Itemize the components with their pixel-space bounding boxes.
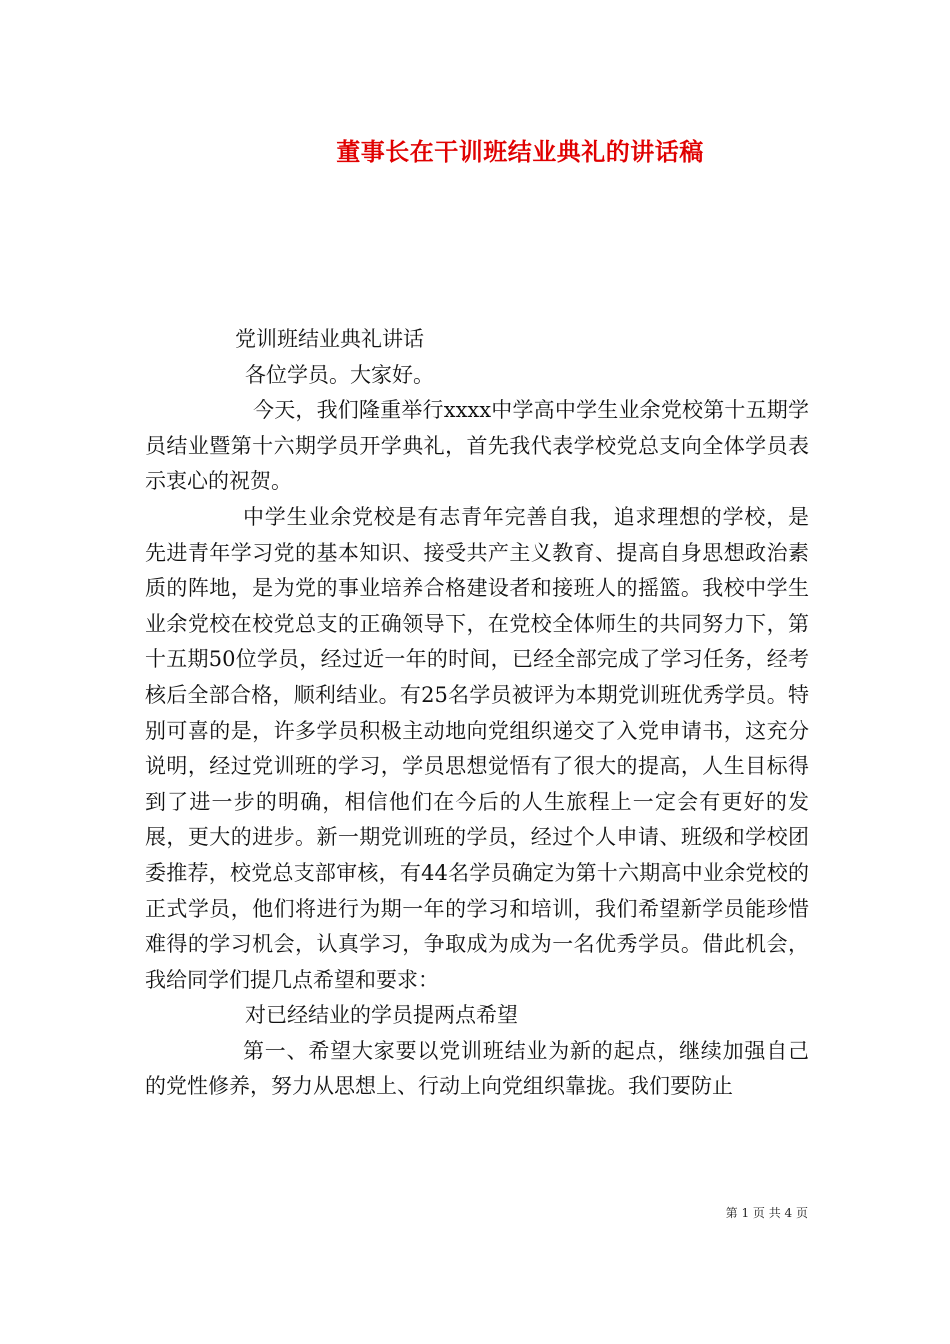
greeting: 各位学员。大家好。 xyxy=(245,362,434,387)
document-title: 董事长在干训班结业典礼的讲话稿 xyxy=(336,137,704,166)
paragraph-first-point: 第一、希望大家要以党训班结业为新的起点，继续加强自己的党性修养，努力从思想上、行动上向党组织靠拢。我们要防止 xyxy=(145,1038,809,1099)
paragraph-main: 中学生业余党校是有志青年完善自我，追求理想的学校，是先进青年学习党的基本知识、接受共产主义教育、提高自身思想政治素质的阵地，是为党的事业培养合格建设者和接班人的摇篮。我校中学生业余党校在校党总支的正确领导下，在党校全体师生的共同努力下，第十五期50位学员，经过近一年的时间，已经全部完成了学习任务，经考核后全部合格，顺利结业。有25名学员被评为本期党训班优秀学员。特别可喜的是，许多学员积极主动地向党组织递交了入党申请书，这充分说明，经过党训班的学习，学员思想觉悟有了很大的提高，人生目标得到了进一步的明确，相信他们在今后的人生旅程上一定会有更好的发展，更大的进步。新一期党训班的学员，经过个人申请、班级和学校团委推荐，校党总支部审核，有44名学员确定为第十六期高中业余党校的正式学员，他们将进行为期一年的学习和培训，我们希望新学员能珍惜难得的学习机会，认真学习，争取成为成为一名优秀学员。借此机会，我给同学们提几点希望和要求： xyxy=(145,504,809,992)
page-number-footer: 第 1 页 共 4 页 xyxy=(725,1206,808,1220)
paragraph-opening: 今天，我们隆重举行xxxx中学高中学生业余党校第十五期学员结业暨第十六期学员开学典礼，首先我代表学校党总支向全体学员表示衷心的祝贺。 xyxy=(145,398,809,494)
sub-heading: 对已经结业的学员提两点希望 xyxy=(245,1003,518,1028)
document-body xyxy=(145,322,809,1105)
section-heading: 党训班结业典礼讲话 xyxy=(235,327,424,351)
